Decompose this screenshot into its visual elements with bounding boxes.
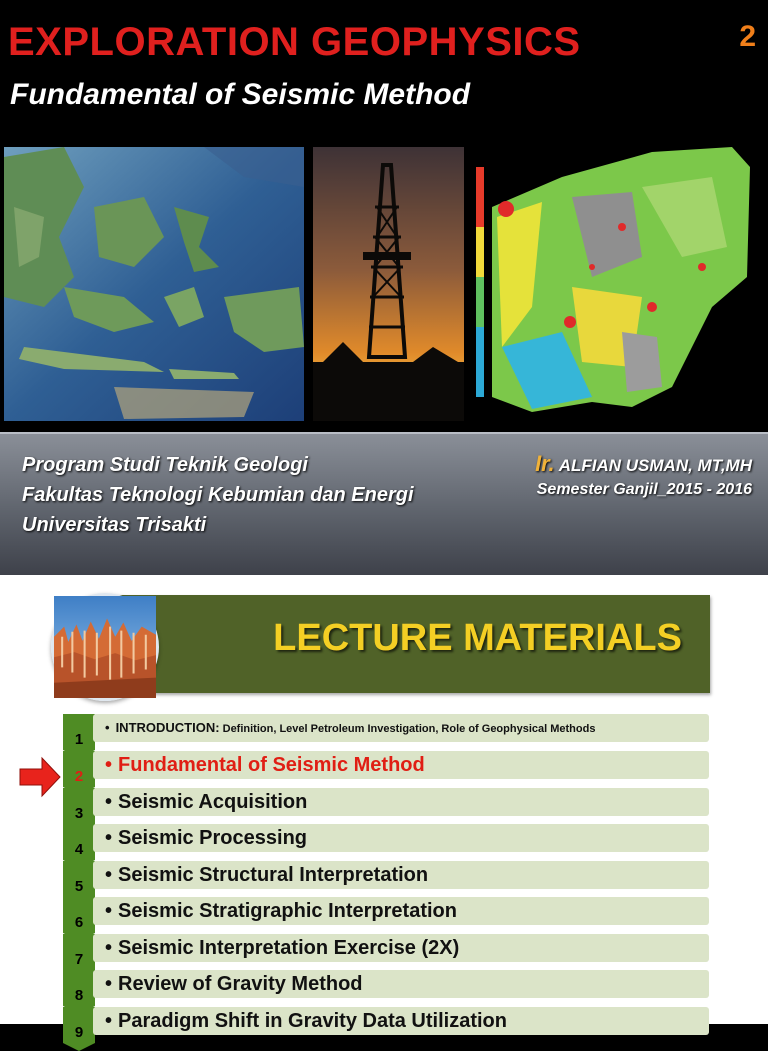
item-description: Definition, Level Petroleum Investigation, Role of Geophysical Methods [219, 723, 596, 735]
item-number: 7 [74, 951, 84, 968]
lecture-materials-heading: LECTURE MATERIALS [273, 617, 682, 659]
item-bar [93, 934, 709, 962]
list-item [63, 714, 713, 748]
slide-subtitle: Fundamental of Seismic Method [10, 78, 471, 111]
item-bar [93, 1007, 709, 1035]
faculty-text: Fakultas Teknologi Kebumian dan Energi [22, 484, 414, 506]
item-title [105, 827, 307, 850]
item-title-text: Paradigm Shift in Gravity Data Utilization [118, 1010, 507, 1032]
item-number: 4 [74, 841, 84, 858]
item-title-text: Seismic Structural Interpretation [118, 864, 429, 886]
list-item [63, 751, 713, 785]
item-title [105, 864, 428, 887]
list-item [63, 788, 713, 822]
item-title [105, 791, 307, 814]
list-item [63, 1007, 713, 1041]
item-title [105, 937, 459, 960]
item-bar [93, 897, 709, 925]
item-title-text: Seismic Acquisition [118, 791, 308, 813]
item-number: 1 [74, 731, 84, 748]
bullet-icon: • [105, 720, 110, 735]
footer-band [0, 432, 768, 577]
seismic-3d-surface-image [472, 147, 754, 421]
list-item [63, 970, 713, 1004]
indonesia-map-image [4, 147, 304, 421]
list-item [63, 861, 713, 895]
semester-text: Semester Ganjil_2015 - 2016 [536, 481, 752, 498]
item-bar [93, 861, 709, 889]
slide-title: EXPLORATION GEOPHYSICS [8, 20, 581, 64]
institution-block [22, 450, 414, 540]
bullet-icon: • [105, 973, 113, 995]
item-bar [93, 788, 709, 816]
author-name: ALFIAN USMAN, MT,MH [554, 456, 752, 475]
item-number: 8 [74, 987, 84, 1004]
bullet-icon: • [105, 827, 113, 849]
item-title-text: Review of Gravity Method [118, 973, 363, 995]
list-item [63, 897, 713, 931]
bullet-icon: • [105, 937, 113, 959]
item-title-text: Seismic Processing [118, 827, 307, 849]
author-prefix: Ir. [535, 451, 555, 476]
author-block [535, 452, 752, 502]
canyon-photo [51, 593, 159, 701]
item-title-text: Fundamental of Seismic Method [118, 754, 425, 776]
item-title [105, 1010, 507, 1033]
item-bar [93, 970, 709, 998]
item-number: 6 [74, 914, 84, 931]
item-title [105, 720, 595, 735]
item-title [105, 754, 425, 777]
heading-banner [100, 595, 710, 693]
item-bar [93, 824, 709, 852]
item-number: 9 [74, 1024, 84, 1041]
item-number: 2 [74, 768, 84, 785]
list-item [63, 934, 713, 968]
list-item [63, 824, 713, 858]
bullet-icon: • [105, 791, 113, 813]
bullet-icon: • [105, 900, 113, 922]
item-title-text: Seismic Stratigraphic Interpretation [118, 900, 457, 922]
university-text: Universitas Trisakti [22, 514, 207, 536]
slide-number: 2 [739, 20, 756, 53]
program-text: Program Studi Teknik Geologi [22, 454, 308, 476]
bullet-icon: • [105, 1010, 113, 1032]
item-number: 5 [74, 878, 84, 895]
item-number: 3 [74, 805, 84, 822]
bullet-icon: • [105, 754, 113, 776]
author-line [535, 452, 752, 478]
bullet-icon: • [105, 864, 113, 886]
item-title-text: INTRODUCTION: [115, 720, 220, 735]
item-title-text: Seismic Interpretation Exercise (2X) [118, 937, 460, 959]
current-item-arrow-icon [18, 756, 62, 798]
item-bar [93, 751, 709, 779]
drilling-rig-image [313, 147, 464, 421]
item-bar [93, 714, 709, 742]
item-title [105, 973, 363, 996]
item-title [105, 900, 457, 923]
lecture-materials-slide [0, 575, 768, 1041]
